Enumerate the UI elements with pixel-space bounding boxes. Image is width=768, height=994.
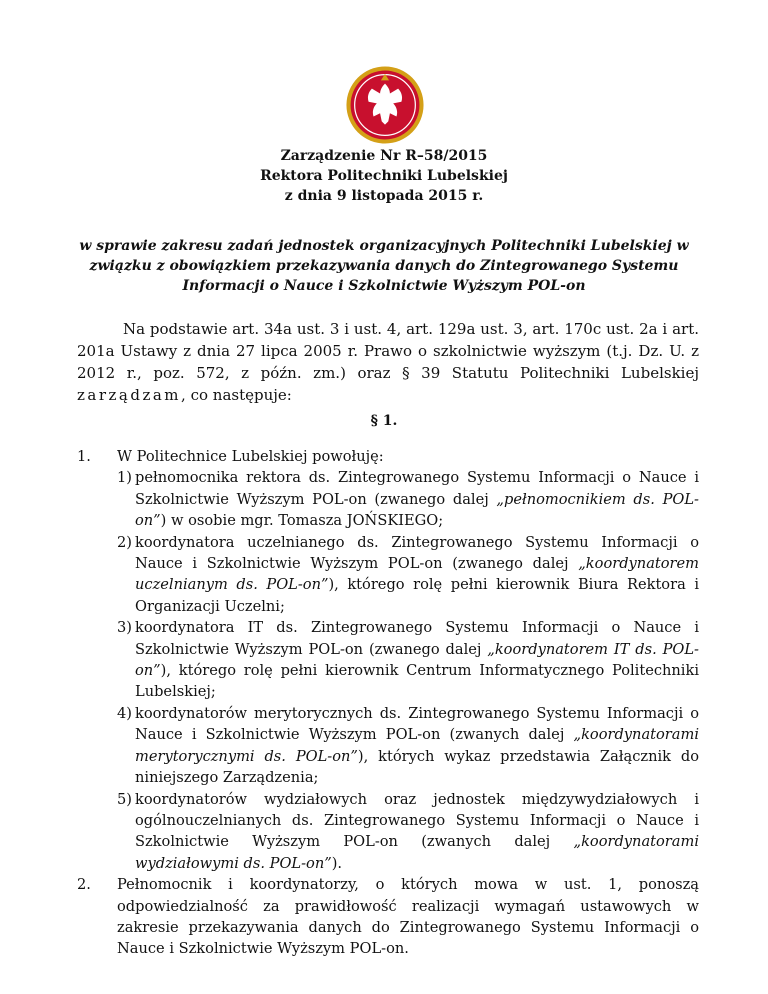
sub-item-text: koordynatora IT ds. Zintegrowanego Systemu Informacji o Nauce i Szkolnictwie Wyższym POL-on (zwanego dalej <box>135 619 699 658</box>
date-line: z dnia 9 listopada 2015 r. <box>284 188 484 204</box>
legal-basis-paragraph <box>77 318 699 406</box>
section-body <box>77 446 699 960</box>
sub-item-text-end: ), którego rolę pełni kierownik Biura Rektora i Organizacji Uczelni; <box>135 576 699 615</box>
legal-basis-tail: , co następuje: <box>181 386 292 404</box>
sub-item-text-end: ), którego rolę pełni kierownik Centrum Informatycznego Politechniki Lubelskiej; <box>135 662 699 701</box>
list-item <box>77 446 699 467</box>
sub-item-number: 1) <box>117 469 132 487</box>
sub-item-defined-term: „koordynatorami merytorycznymi ds. POL-on” <box>135 726 699 765</box>
sub-item-number: 4) <box>117 704 132 722</box>
sub-list-item <box>77 789 699 875</box>
sub-item-number: 3) <box>117 619 132 637</box>
item-text: Pełnomocnik i koordynatorzy, o których mowa w ust. 1, ponoszą odpowiedzialność za prawidłowość realizacji wymagań ustawowych w zakresie przekazywania danych do Zintegrowanego Systemu Informacji o Nauce i Szkolnictwie Wyższym POL-on. <box>117 876 699 958</box>
document-subject: w sprawie zakresu zadań jednostek organizacyjnych Politechniki Lubelskiej w związku z obowiązkiem przekazywania danych do Zintegrowanego Systemu Informacji o Nauce i Szkolnictwie Wyższym POL-on <box>79 238 689 294</box>
sub-item-defined-term: „koordynatorem uczelnianym ds. POL-on” <box>135 555 699 594</box>
sub-item-text: pełnomocnika rektora ds. Zintegrowanego Systemu Informacji o Nauce i Szkolnictwie Wyższym POL-on (zwanego dalej <box>135 469 699 508</box>
list-item <box>77 874 699 960</box>
section-heading: § 1. <box>370 413 398 429</box>
sub-list-item <box>77 532 699 618</box>
sub-item-text: koordynatora uczelnianego ds. Zintegrowanego Systemu Informacji o Nauce i Szkolnictwie Wyższym POL-on (zwanego dalej <box>135 533 699 573</box>
sub-item-text-end: ). <box>331 854 343 872</box>
sub-item-defined-term: „pełnomocnikiem ds. POL-on” <box>135 490 699 530</box>
sub-item-text-end: ), których wykaz przedstawia Załącznik do niniejszego Zarządzenia; <box>135 747 699 787</box>
decree-word: zarządzam <box>77 386 182 404</box>
issuer-line: Rektora Politechniki Lubelskiej <box>260 168 508 184</box>
sub-list-item <box>77 703 699 789</box>
university-emblem-icon <box>344 64 426 146</box>
item-number: 1. <box>77 448 91 465</box>
sub-item-number: 5) <box>117 790 132 808</box>
item-number: 2. <box>77 876 91 894</box>
sub-item-text: koordynatorów merytorycznych ds. Zintegrowanego Systemu Informacji o Nauce i Szkolnictwie Wyższym POL-on (zwanych dalej <box>135 704 699 744</box>
sub-item-defined-term: „koordynatorem IT ds. POL-on” <box>135 640 699 680</box>
sub-list-item <box>77 467 699 531</box>
sub-item-defined-term: „koordynatorami wydziałowymi ds. POL-on” <box>135 833 699 872</box>
item-text: W Politechnice Lubelskiej powołuję: <box>117 448 384 465</box>
sub-item-text: koordynatorów wydziałowych oraz jednostek międzywydziałowych i ogólnouczelnianych ds. Zintegrowanego Systemu Informacji o Nauce i Szkolnictwie Wyższym POL-on (zwanych dalej <box>135 790 699 851</box>
sub-list-item <box>77 617 699 703</box>
legal-basis-text: Na podstawie art. 34a ust. 3 i ust. 4, art. 129a ust. 3, art. 170c ust. 2a i art. 201a Ustawy z dnia 27 lipca 2005 r. Prawo o szkolnictwie wyższym (t.j. Dz. U. z 2012 r., poz. 572, z późn. zm.) oraz § 39 Statutu Politechniki Lubelskiej <box>77 320 699 382</box>
sub-item-text-end: ) w osobie mgr. Tomasza JOŃSKIEGO; <box>160 512 444 530</box>
sub-item-number: 2) <box>117 533 132 551</box>
document-title: Zarządzenie Nr R–58/2015 <box>280 148 488 164</box>
